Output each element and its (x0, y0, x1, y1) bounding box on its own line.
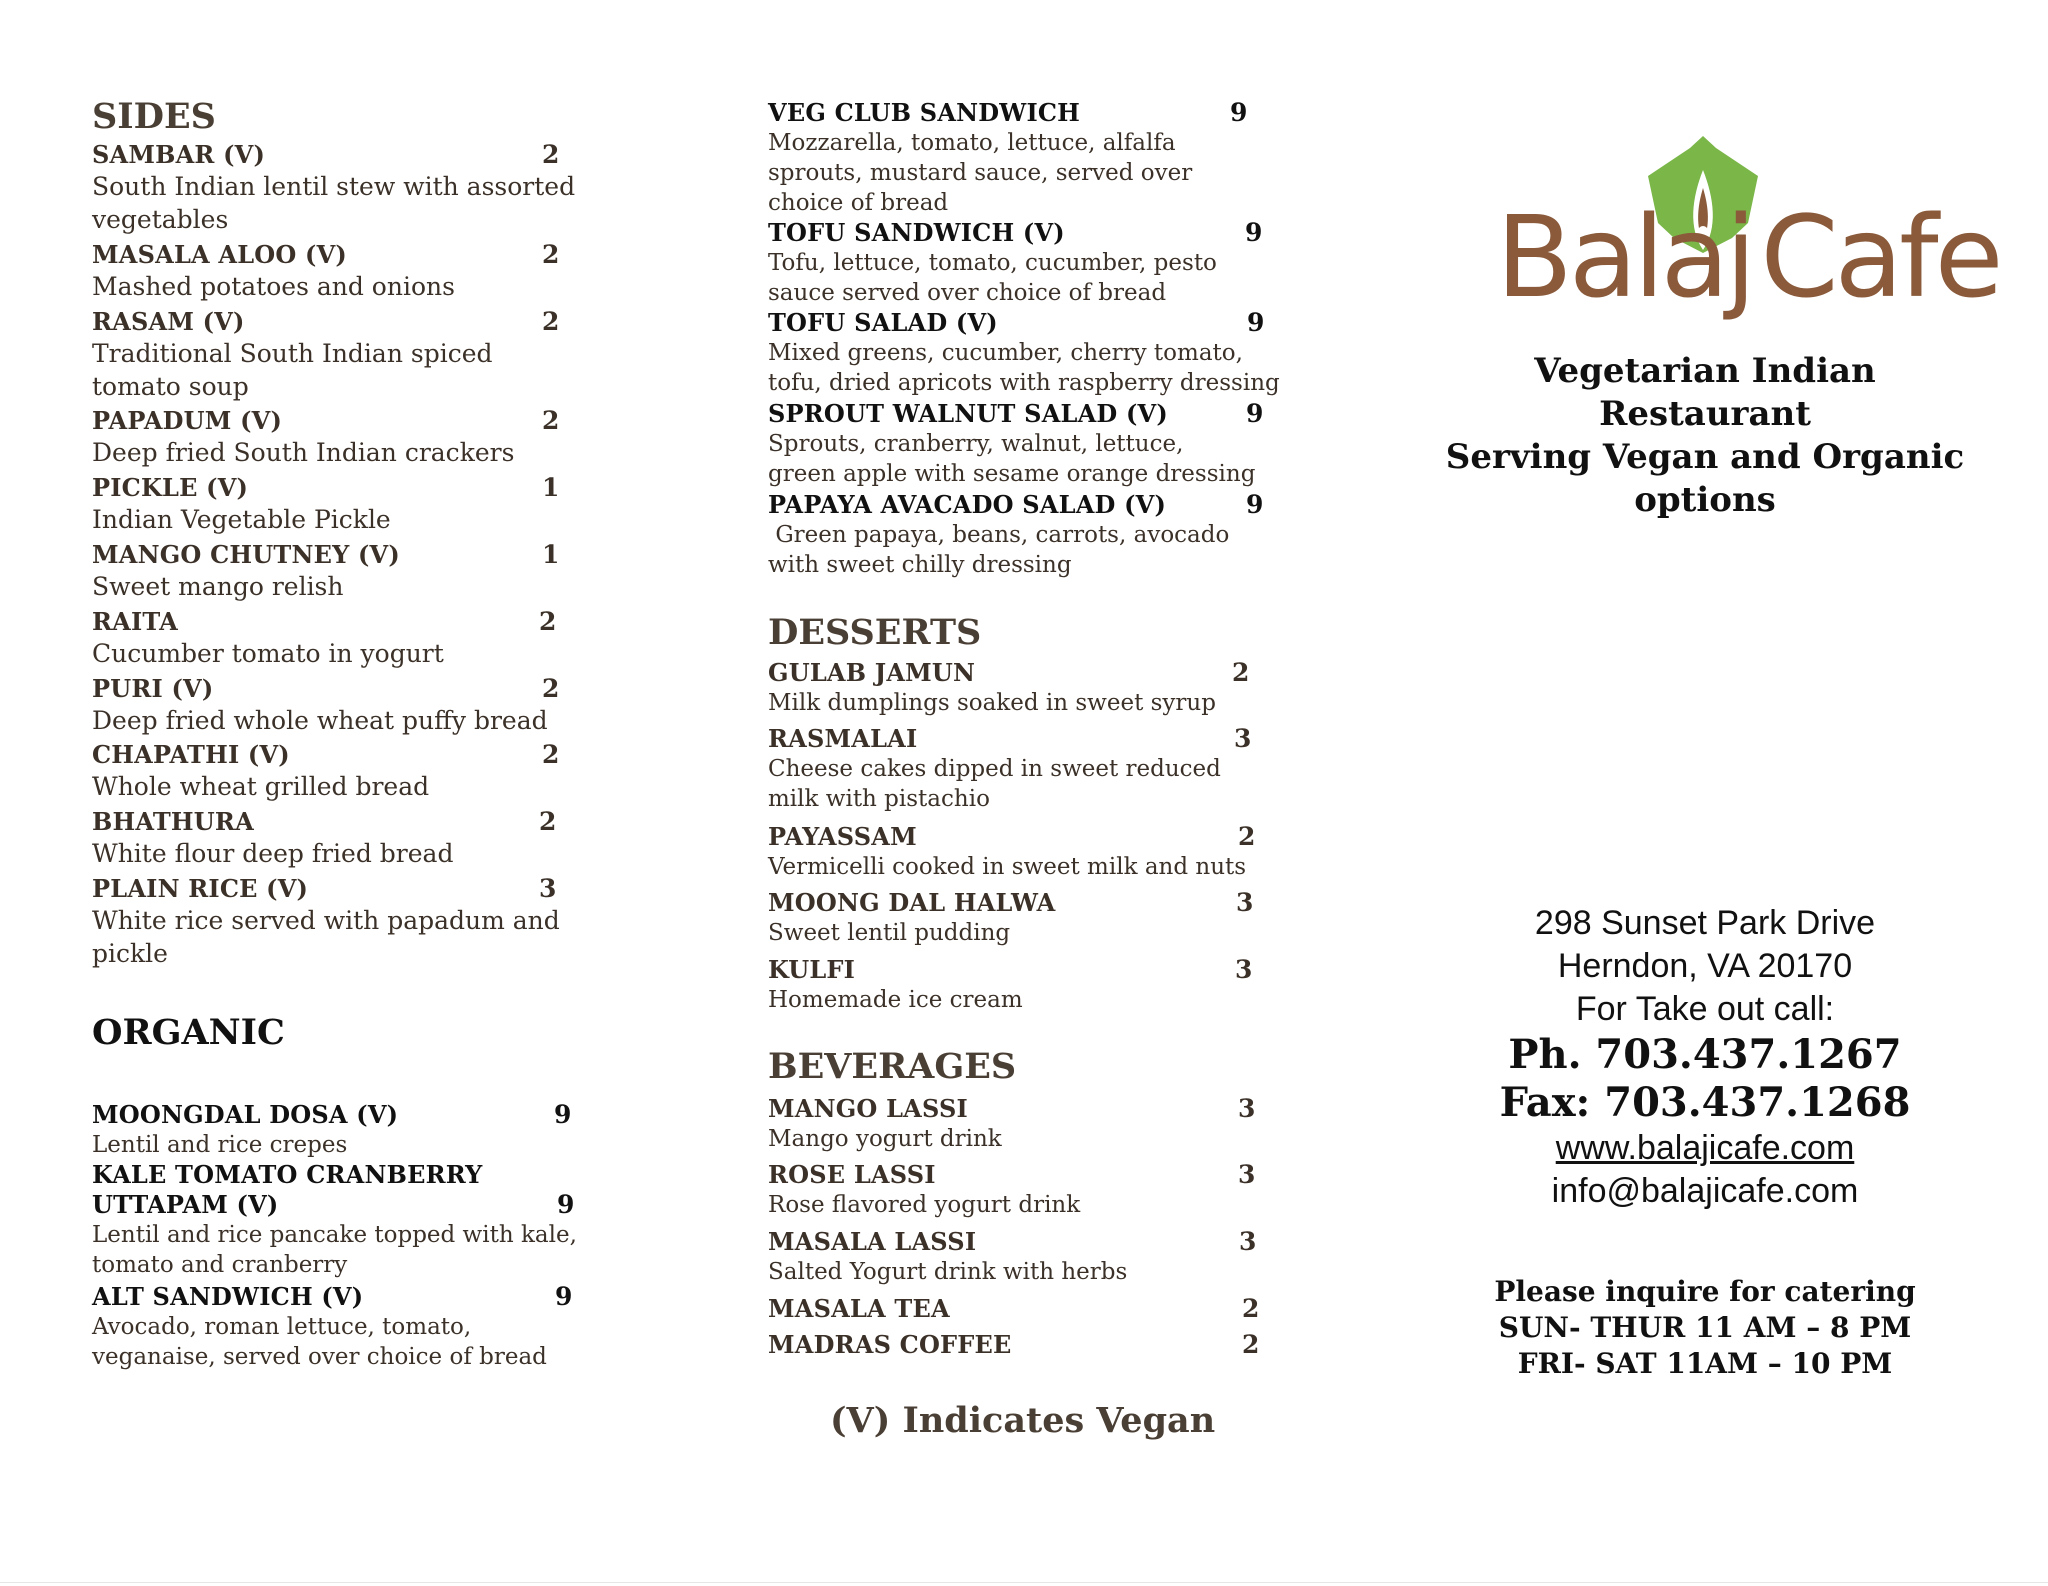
fax-number: Fax: 703.437.1268 (1499, 1079, 1911, 1126)
item-name: MANGO LASSI (768, 1094, 968, 1123)
tagline (1440, 350, 1970, 522)
list-item (92, 674, 582, 737)
item-description: Mango yogurt drink (768, 1126, 1002, 1152)
item-price: 2 (539, 607, 557, 636)
phone-number: Ph. 703.437.1267 (1508, 1031, 1902, 1078)
item-price: 2 (542, 140, 560, 169)
list-item (768, 1160, 1278, 1220)
page-bottom-divider (0, 1582, 2048, 1583)
item-name: KULFI (768, 955, 856, 984)
item-description: Mixed greens, cucumber, cherry tomato, tofu, dried apricots with raspberry dressing (768, 340, 1280, 396)
list-item (768, 1094, 1278, 1154)
item-price: 1 (542, 473, 560, 502)
item-description: Green papaya, beans, carrots, avocado with sweet chilly dressing (768, 522, 1237, 578)
item-name: MANGO CHUTNEY (V) (92, 540, 400, 569)
item-price: 9 (1230, 98, 1248, 127)
item-description: White flour deep fried bread (92, 839, 454, 868)
item-name: SPROUT WALNUT SALAD (V) (768, 399, 1168, 428)
item-description: Rose flavored yogurt drink (768, 1192, 1081, 1218)
item-name: PURI (V) (92, 674, 214, 703)
list-item (768, 1294, 1278, 1324)
tagline-line-2: Serving Vegan and Organic (1445, 437, 1965, 477)
list-item (768, 822, 1278, 882)
item-description: Lentil and rice crepes (92, 1132, 348, 1158)
list-item (92, 307, 582, 403)
item-price: 2 (1232, 658, 1250, 687)
list-item (768, 1330, 1278, 1360)
list-item (768, 658, 1278, 718)
item-description: Cheese cakes dipped in sweet reduced milk with pistachio (768, 756, 1221, 812)
item-description: Mozzarella, tomato, lettuce, alfalfa sprouts, mustard sauce, served over choice of bread (768, 130, 1193, 216)
item-name: RAITA (92, 607, 178, 636)
logo (1490, 128, 2000, 348)
list-item (92, 473, 582, 536)
item-description: Sprouts, cranberry, walnut, lettuce, green apple with sesame orange dressing (768, 431, 1256, 487)
hours-weekend: FRI- SAT 11AM – 10 PM (1517, 1347, 1893, 1380)
item-price: 2 (539, 807, 557, 836)
item-description: Indian Vegetable Pickle (92, 505, 391, 534)
item-description: Vermicelli cooked in sweet milk and nuts (768, 854, 1247, 880)
item-name: PLAIN RICE (V) (92, 874, 309, 903)
list-item (92, 1282, 582, 1372)
organic-title: ORGANIC (92, 1012, 285, 1053)
list-item (768, 724, 1278, 814)
item-description: Sweet lentil pudding (768, 920, 1011, 946)
item-price: 2 (542, 240, 560, 269)
item-description: Sweet mango relish (92, 572, 344, 601)
item-name: MASALA ALOO (V) (92, 240, 347, 269)
logo-text-j: j (1725, 193, 1753, 323)
list-item (768, 308, 1278, 398)
item-description: Whole wheat grilled bread (92, 772, 430, 801)
hours-block (1440, 1274, 1970, 1382)
list-item (92, 807, 582, 870)
sides-title: SIDES (92, 96, 216, 137)
website-link[interactable]: www.balajicafe.com (1555, 1129, 1855, 1167)
address-line-2: Herndon, VA 20170 (1557, 947, 1853, 985)
list-item (92, 740, 582, 803)
hours-weekday: SUN- THUR 11 AM – 8 PM (1498, 1311, 1912, 1344)
item-price: 9 (1247, 308, 1265, 337)
item-name: KALE TOMATO CRANBERRY (92, 1160, 483, 1189)
item-price: 3 (1238, 1094, 1256, 1123)
catering-note: Please inquire for catering (1494, 1275, 1916, 1308)
item-price: 3 (1238, 1160, 1256, 1189)
list-item (92, 607, 582, 670)
item-name: PICKLE (V) (92, 473, 249, 502)
tagline-line-1: Vegetarian Indian Restaurant (1534, 351, 1876, 434)
item-name: RASAM (V) (92, 307, 245, 336)
item-price: 3 (1234, 724, 1252, 753)
item-description: Traditional South Indian spiced tomato soup (92, 339, 493, 401)
item-price: 9 (557, 1190, 575, 1219)
item-price: 2 (1238, 822, 1256, 851)
item-description: Mashed potatoes and onions (92, 272, 455, 301)
item-description: Milk dumplings soaked in sweet syrup (768, 690, 1216, 716)
item-name: MOONGDAL DOSA (V) (92, 1100, 399, 1129)
list-item (768, 1227, 1278, 1287)
item-description: South Indian lentil stew with assorted vegetables (92, 172, 576, 234)
item-price: 2 (1242, 1330, 1260, 1359)
item-name: VEG CLUB SANDWICH (768, 98, 1081, 127)
list-item (768, 490, 1278, 580)
list-item (768, 218, 1278, 308)
item-description: Avocado, roman lettuce, tomato, veganaise, served over choice of bread (92, 1314, 547, 1370)
list-item (768, 955, 1278, 1015)
item-name: PAYASSAM (768, 822, 917, 851)
item-name: PAPADUM (V) (92, 406, 283, 435)
item-description: Tofu, lettuce, tomato, cucumber, pesto sauce served over choice of bread (768, 250, 1217, 306)
item-price: 2 (542, 740, 560, 769)
item-name: ALT SANDWICH (V) (92, 1282, 364, 1311)
item-name: TOFU SANDWICH (V) (768, 218, 1065, 247)
item-name: RASMALAI (768, 724, 918, 753)
item-description: Homemade ice cream (768, 987, 1023, 1013)
item-name: MASALA TEA (768, 1294, 950, 1323)
list-item (768, 888, 1278, 948)
item-price: 2 (542, 406, 560, 435)
list-item (768, 98, 1278, 218)
item-name: ROSE LASSI (768, 1160, 936, 1189)
item-description: White rice served with papadum and pickle (92, 906, 560, 968)
beverages-title: BEVERAGES (768, 1046, 1017, 1087)
item-name: PAPAYA AVACADO SALAD (V) (768, 490, 1167, 519)
item-price: 9 (554, 1100, 572, 1129)
item-price: 3 (1236, 888, 1254, 917)
item-price: 2 (542, 307, 560, 336)
logo-text-bala: Bala (1496, 193, 1726, 323)
item-price: 9 (1246, 490, 1264, 519)
item-price: 9 (1246, 399, 1264, 428)
item-price: 9 (555, 1282, 573, 1311)
item-price: 3 (539, 874, 557, 903)
email-address[interactable]: info@balajicafe.com (1551, 1172, 1859, 1210)
item-name: GULAB JAMUN (768, 658, 976, 687)
item-description: Deep fried South Indian crackers (92, 438, 515, 467)
tagline-line-3: options (1634, 480, 1776, 520)
list-item (92, 540, 582, 603)
item-price: 2 (1242, 1294, 1260, 1323)
item-price: 2 (542, 674, 560, 703)
item-description: Cucumber tomato in yogurt (92, 639, 444, 668)
item-price: 3 (1235, 955, 1253, 984)
item-name: TOFU SALAD (V) (768, 308, 998, 337)
list-item (92, 140, 582, 236)
address-line-1: 298 Sunset Park Drive (1534, 904, 1876, 942)
list-item (92, 1160, 582, 1280)
list-item (768, 399, 1278, 489)
item-name-line-2: UTTAPAM (V) (92, 1190, 279, 1219)
list-item (92, 406, 582, 469)
item-description: Deep fried whole wheat puffy bread (92, 706, 548, 735)
item-price: 1 (542, 540, 560, 569)
item-name: CHAPATHI (V) (92, 740, 290, 769)
item-name: BHATHURA (92, 807, 254, 836)
item-name: MASALA LASSI (768, 1227, 977, 1256)
item-price: 9 (1245, 218, 1263, 247)
desserts-title: DESSERTS (768, 612, 982, 653)
logo-text-cafe: Cafe (1760, 193, 2000, 323)
item-description: Lentil and rice pancake topped with kale, tomato and cranberry (92, 1222, 577, 1278)
item-description: Salted Yogurt drink with herbs (768, 1259, 1128, 1285)
list-item (92, 874, 582, 970)
item-price: 3 (1239, 1227, 1257, 1256)
vegan-note: (V) Indicates Vegan (830, 1400, 1216, 1441)
item-name: MADRAS COFFEE (768, 1330, 1012, 1359)
list-item (92, 240, 582, 303)
item-name: SAMBAR (V) (92, 140, 266, 169)
item-name: MOONG DAL HALWA (768, 888, 1056, 917)
contact-block (1440, 902, 1970, 1213)
list-item (92, 1100, 582, 1160)
takeout-label: For Take out call: (1575, 990, 1835, 1028)
